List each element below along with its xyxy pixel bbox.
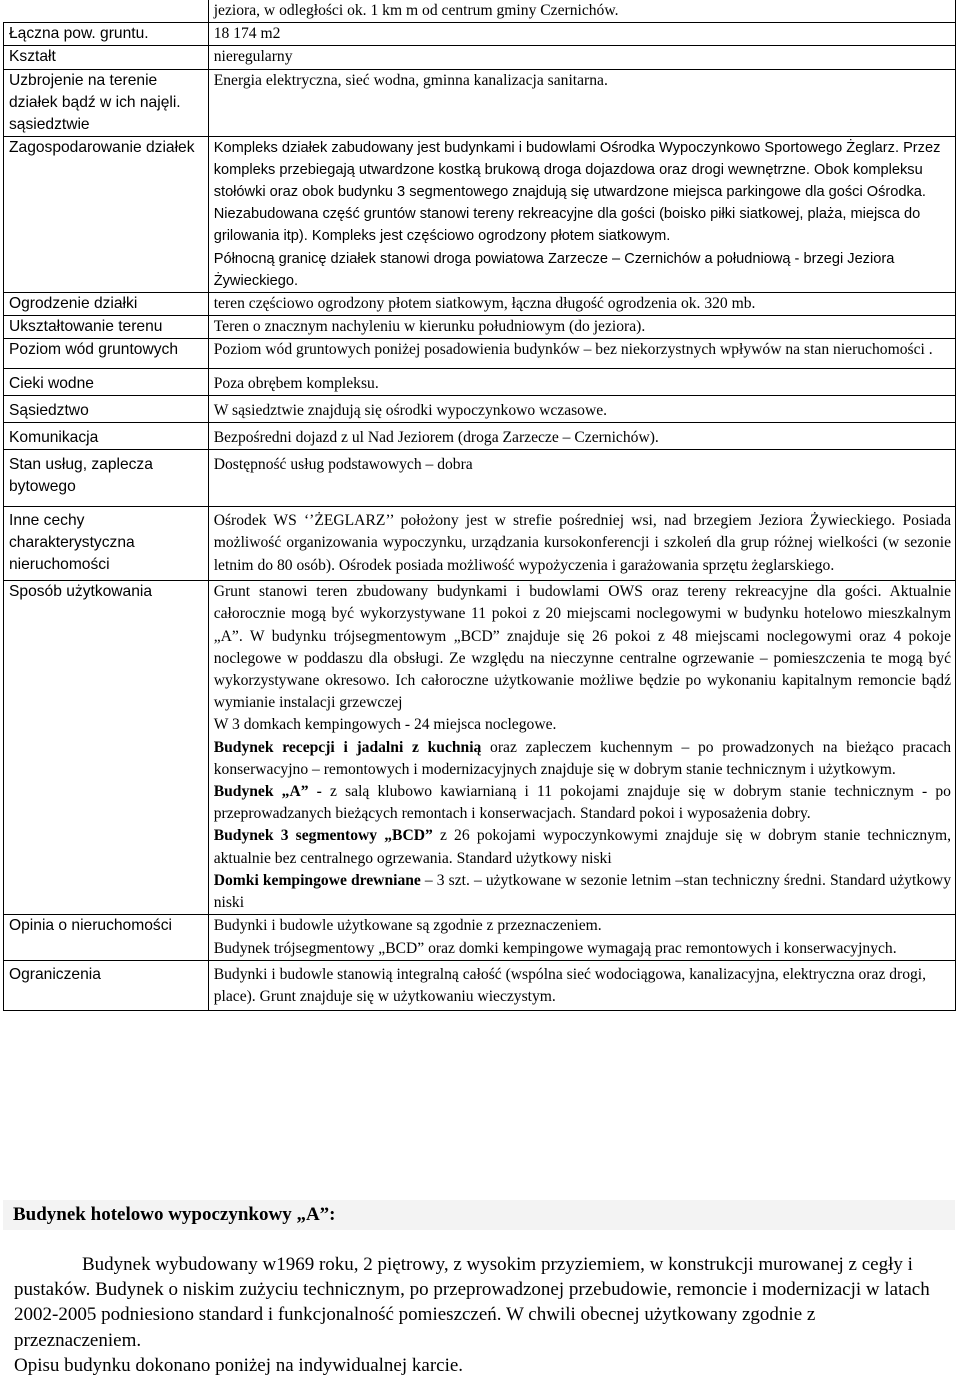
row-label: Ogrodzenie działki: [4, 293, 209, 316]
table-row: [4, 960, 956, 1010]
paragraph: z 26 pokojami wypoczynkowymi znajduje się w dobrym stanie technicznym, aktualnie bez centralnego ogrzewania. Standard użytkowy niski: [213, 827, 951, 867]
table-row: [4, 423, 956, 450]
row-value: Budynki i budowle stanowią integralną całość (wspólna sieć wodociągowa, kanalizacyjna, elektryczna oraz drogi, place). Grunt znajduje się w użytkowaniu wieczystym.: [208, 960, 955, 1010]
table-row: [4, 581, 956, 915]
table-row: [4, 395, 956, 422]
row-value: Energia elektryczna, sieć wodna, gminna kanalizacja sanitarna.: [208, 69, 955, 136]
paragraph: Niezabudowana część gruntów stanowi tereny rekreacyjne dla gości (boisko piłki siatkowej, plaża, miejsca do grilowania itp). Kompleks jest częściowo ogrodzony płotem siatkowym.: [213, 206, 921, 245]
row-value: Teren o znacznym nachyleniu w kierunku południowym (do jeziora).: [208, 316, 955, 339]
paragraph: – 3 szt. – użytkowane w sezonie letnim –stan techniczny średni. Standard użytkowy niski: [213, 871, 951, 912]
row-value: Ośrodek WS ‘’ŻEGLARZ’’ położony jest w strefie pośredniej wsi, nad brzegiem Jeziora Żywieckiego. Posiada możliwość organizowania wypoczynku, urządzania kursokonferencji i szkoleń dla grup różnej wielkości (w sezonie letnim do 80 osób). Ośrodek posiada możliwość wypożyczenia i garażowania sprzętu żeglarskiego.: [208, 507, 955, 581]
row-label: Sposób użytkowania: [4, 581, 209, 915]
row-value: [208, 581, 955, 915]
table-row: [4, 136, 956, 292]
row-label: Kształt: [4, 46, 209, 69]
paragraph: z salą klubowo kawiarnianą i 11 pokojami znajduje się w dobrym stanie technicznym - po przeprowadzanych bieżących remontach i konserwacjach. Standard pokoi i wyposażenia dobry.: [213, 783, 951, 823]
table-row: [4, 293, 956, 316]
table-row: [4, 507, 956, 581]
row-value: [208, 136, 955, 292]
row-value: Poza obrębem kompleksu.: [208, 368, 955, 395]
paragraph: W 3 domkach kempingowych - 24 miejsca noclegowe.: [213, 716, 557, 734]
bold-heading: Budynek 3 segmentowy „BCD”: [213, 827, 433, 845]
row-value: W sąsiedztwie znajdują się ośrodki wypoczynkowo wczasowe.: [208, 395, 955, 422]
row-value: teren częściowo ogrodzony płotem siatkowym, łączna długość ogrodzenia ok. 320 mb.: [208, 293, 955, 316]
paragraph: Północną granicę działek stanowi droga powiatowa Zarzecze – Czernichów a południową - brzegi Jeziora Żywieckiego.: [213, 250, 895, 289]
description-paragraph: [14, 1252, 944, 1353]
row-value: [208, 915, 955, 960]
row-label: Zagospodarowanie działek: [4, 136, 209, 292]
row-label: Opinia o nieruchomości: [4, 915, 209, 960]
intro-fragment: jeziora, w odległości ok. 1 km m od centrum gminy Czernichów.: [208, 0, 955, 23]
paragraph: Grunt stanowi teren zbudowany budynkami i budowlami OWS oraz tereny rekreacyjne dla gości. Aktualnie całorocznie mogą być wykorzystywane 11 pokoi z 20 miejscami noclegowymi w budynku hotelowo mieszkalnym „A”. W budynku trójsegmentowym „BCD” znajduje się 26 pokoi z 48 miejscami noclegowymi oraz 4 pokoje noclegowe w poddaszu dla obsługi. Ze względu na nieczynne centralne ogrzewanie – pomieszczenia te mogą być wykorzystywane okresowo. Ich całoroczne użytkowanie możliwe będzie po wykonaniu kapitalnym remoncie bądź wymianie instalacji grzewczej: [213, 583, 951, 712]
row-label: Sąsiedztwo: [4, 395, 209, 422]
section-title: Budynek hotelowo wypoczynkowy „A”:: [3, 1200, 955, 1230]
table-row: [4, 915, 956, 960]
row-value: Bezpośredni dojazd z ul Nad Jeziorem (droga Zarzecze – Czernichów).: [208, 423, 955, 450]
table-row: [4, 23, 956, 46]
row-label: Ukształtowanie terenu: [4, 316, 209, 339]
bold-heading: Domki kempingowe drewniane: [213, 871, 421, 889]
bold-heading: Budynek recepcji i jadalni z kuchnią: [213, 738, 482, 756]
row-label: Uzbrojenie na terenie działek bądź w ich najęli. sąsiedztwie: [4, 69, 209, 136]
row-value: 18 174 m2: [208, 23, 955, 46]
table-row: [4, 339, 956, 368]
row-label: Ograniczenia: [4, 960, 209, 1010]
table-row: [4, 69, 956, 136]
table-row: [4, 46, 956, 69]
row-label: Poziom wód gruntowych: [4, 339, 209, 368]
property-document: [3, 0, 957, 1011]
table-row: [4, 0, 956, 23]
row-value: nieregularny: [208, 46, 955, 69]
description-note: Opisu budynku dokonano poniżej na indywidualnej karcie.: [14, 1354, 464, 1376]
building-description: [14, 1252, 944, 1378]
table-row: [4, 450, 956, 507]
row-label: Łączna pow. gruntu.: [4, 23, 209, 46]
row-label: Stan usług, zaplecza bytowego: [4, 450, 209, 507]
row-label: Komunikacja: [4, 423, 209, 450]
paragraph: Kompleks działek zabudowany jest budynkami i budowlami Ośrodka Wypoczynkowo Sportowego Żeglarz. Przez kompleks przebiegają utwardzone kostką brukową droga dojazdowa oraz drogi wewnętrzne. Obok kompleksu stołówki oraz obok budynku 3 segmentowego znajdują się utwardzone miejsca parkingowe dla gości Ośrodka.: [213, 139, 941, 201]
table-row: [4, 316, 956, 339]
description-text: Budynek wybudowany w1969 roku, 2 piętrowy, z wysokim przyziemiem, w konstrukcji murowanej z cegły i pustaków. Budynek o niskim zużyciu technicznym, po przeprowadzonej przebudowie, remoncie i modernizacji w latach 2002-2005 podniesiono standard i funkcjonalność pomieszczeń. W chwili obecnej użytkowany zgodnie z przeznaczeniem.: [14, 1254, 930, 1351]
row-value: Dostępność usług podstawowych – dobra: [208, 450, 955, 507]
paragraph: oraz zapleczem kuchennym – po prowadzonych na bieżąco pracach konserwacyjno – remontowych i modernizacyjnych znajduje się w dobrym stanie technicznym i użytkowym.: [213, 738, 951, 778]
row-value: Poziom wód gruntowych poniżej posadowienia budynków – bez niekorzystnych wpływów na stan nieruchomości .: [208, 339, 955, 368]
property-table: [3, 0, 956, 1011]
row-label: Cieki wodne: [4, 368, 209, 395]
row-label-empty: [4, 0, 209, 23]
paragraph: Budynek trójsegmentowy „BCD” oraz domki kempingowe wymagają prac remontowych i konserwacyjnych.: [213, 939, 897, 957]
paragraph: Budynki i budowle użytkowane są zgodnie z przeznaczeniem.: [213, 917, 602, 935]
row-label: Inne cechy charakterystyczna nieruchomości: [4, 507, 209, 581]
bold-heading: Budynek „A” -: [213, 783, 331, 801]
table-row: [4, 368, 956, 395]
